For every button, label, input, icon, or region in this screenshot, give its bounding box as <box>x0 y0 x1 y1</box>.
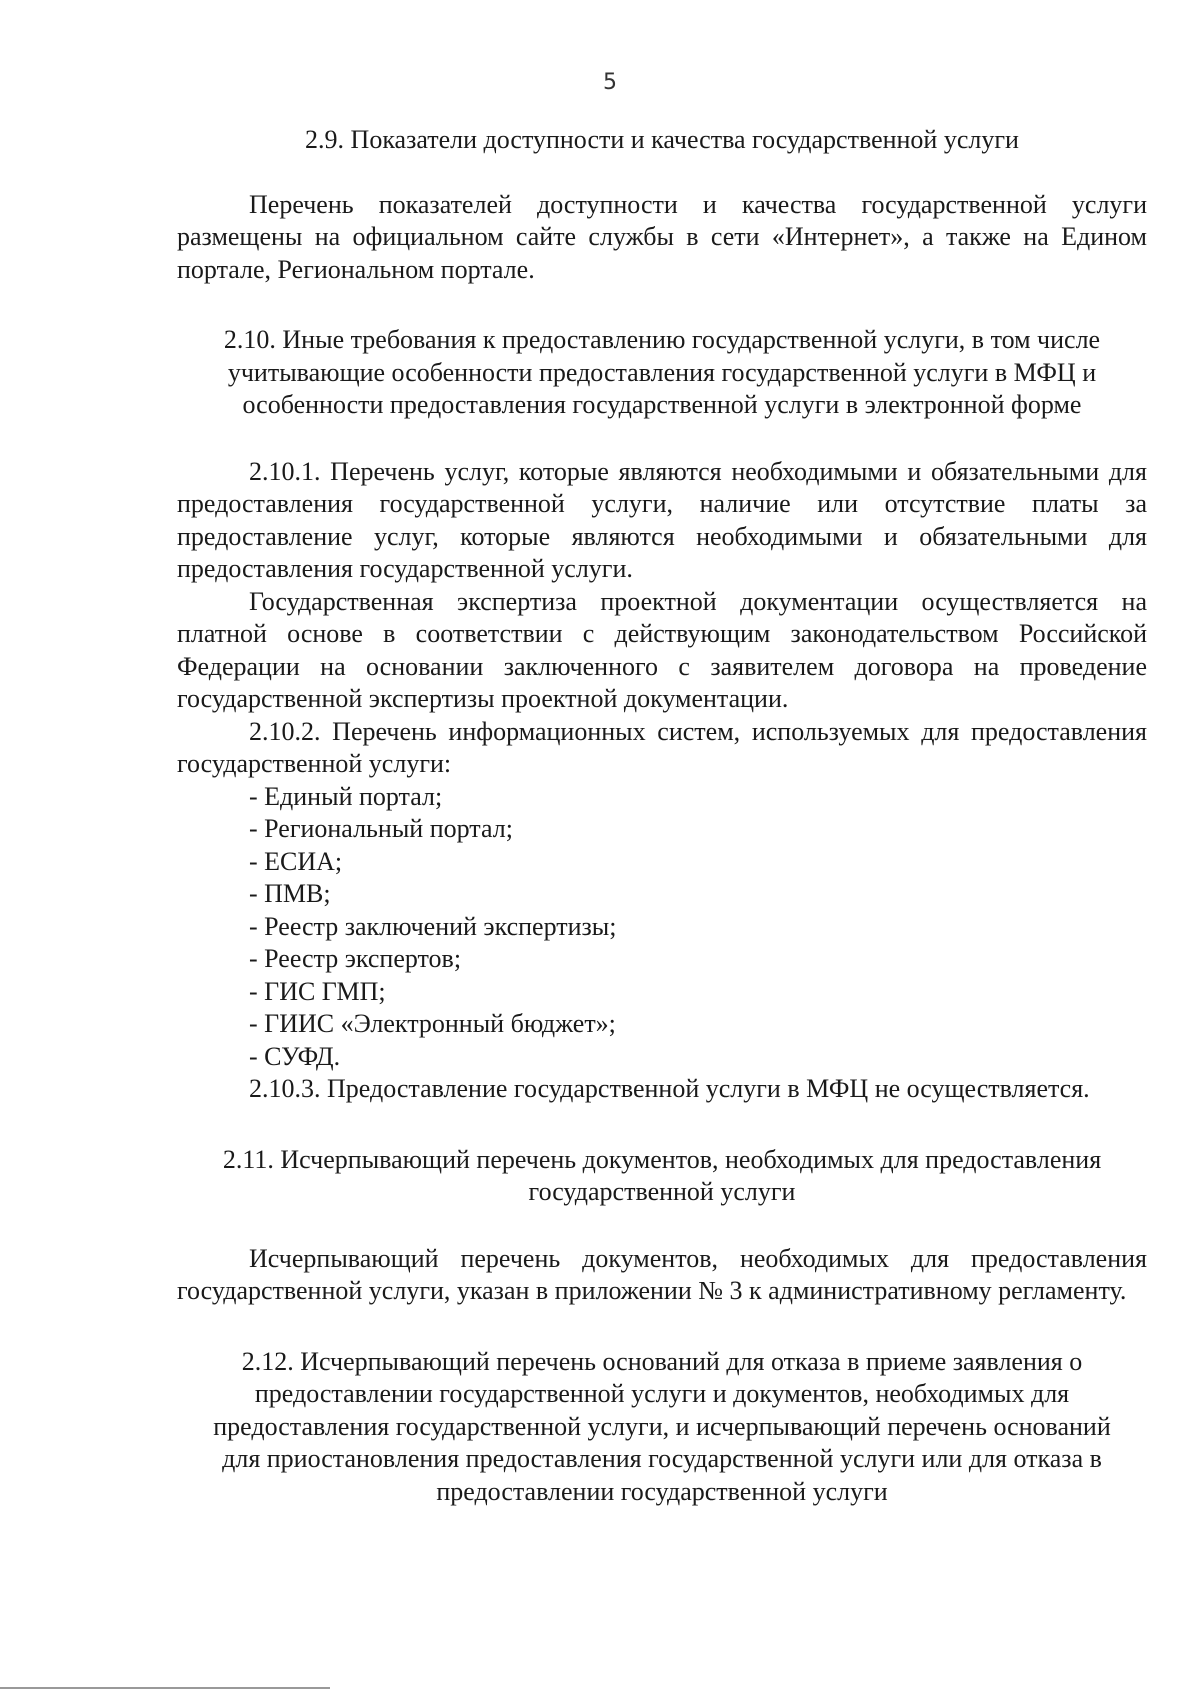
section-2-9-heading: 2.9. Показатели доступности и качества государственной услуги <box>305 125 1019 154</box>
list-item: - Единый портал; <box>249 781 443 811</box>
information-systems-list <box>177 781 1147 1074</box>
list-item: - СУФД. <box>249 1041 341 1071</box>
page-number: 5 <box>603 70 617 95</box>
section-2-10-heading: 2.10. Иные требования к предоставлению государственной услуги, в том числе учитывающие особенности предоставления государственной услуги в МФЦ и особенности предоставления государственной услуги в электронной форме <box>223 325 1101 419</box>
page-edge-rule <box>0 1687 330 1689</box>
section-2-10-1-paragraph: 2.10.1. Перечень услуг, которые являются необходимыми и обязательными для предоставления государственной услуги, наличие или отсутствие платы за предоставление услуг, которые являются необходимыми и обязательными для предоставления государственной услуги. <box>177 456 1147 583</box>
list-item: - ГИС ГМП; <box>249 976 386 1006</box>
section-2-11-paragraph: Исчерпывающий перечень документов, необходимых для предоставления государственной услуги, указан в приложении № 3 к административному регламенту. <box>177 1243 1147 1305</box>
list-item: - ЕСИА; <box>249 846 343 876</box>
list-item: - ПМВ; <box>249 879 331 908</box>
list-item: - Региональный портал; <box>249 814 513 843</box>
section-2-11-heading: 2.11. Исчерпывающий перечень документов, необходимых для предоставления государственной услуги <box>222 1144 1102 1206</box>
list-item: - ГИИС «Электронный бюджет»; <box>249 1009 616 1038</box>
list-item: - Реестр заключений экспертизы; <box>249 911 617 941</box>
list-item: - Реестр экспертов; <box>249 944 462 973</box>
section-2-12-heading: 2.12. Исчерпывающий перечень оснований для отказа в приеме заявления о предоставлении государственной услуги и документов, необходимых для предоставления государственной услуги, и исчерпывающий перечень оснований для приостановления предоставления государственной услуги или для отказа в предоставлении государственной услуги <box>213 1346 1111 1506</box>
section-2-10-1-fee-paragraph: Государственная экспертиза проектной документации осуществляется на платной основе в соответствии с действующим законодательством Российской Федерации на основании заключенного с заявителем договора на проведение государственной экспертизы проектной документации. <box>177 586 1147 713</box>
section-2-10-3-paragraph: 2.10.3. Предоставление государственной услуги в МФЦ не осуществляется. <box>249 1074 1090 1103</box>
document-body <box>177 124 1147 1508</box>
section-2-9-paragraph: Перечень показателей доступности и качества государственной услуги размещены на официальном сайте службы в сети «Интернет», а также на Едином портале, Региональном портале. <box>177 189 1147 284</box>
section-2-10-2-paragraph: 2.10.2. Перечень информационных систем, используемых для предоставления государственной услуги: <box>177 716 1147 778</box>
